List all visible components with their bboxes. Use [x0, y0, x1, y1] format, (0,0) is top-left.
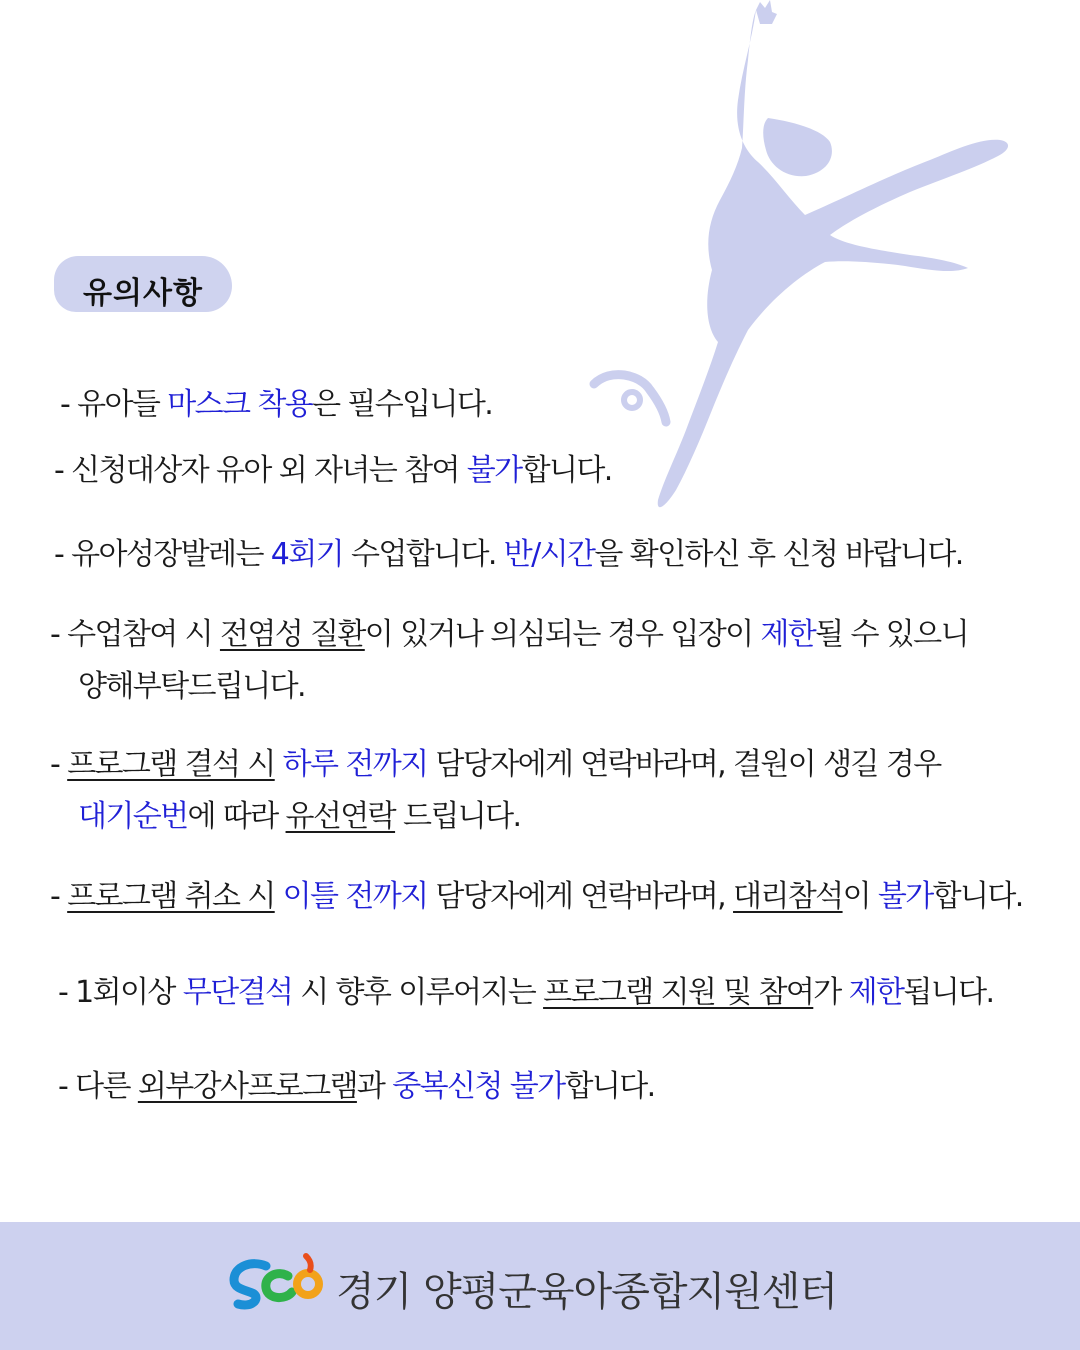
notice-item [50, 616, 968, 654]
notice-text: 을 확인하신 후 신청 바랍니다. [594, 537, 963, 572]
notice-item [54, 536, 963, 574]
notice-text: 이 있거나 의심되는 경우 입장이 [364, 617, 761, 652]
highlighted-text: 불가 [877, 879, 933, 914]
notice-item [58, 1068, 655, 1106]
notice-text: - 유아들 [60, 387, 168, 422]
notice-text: - 다른 [58, 1069, 138, 1104]
notice-item-continuation [78, 668, 305, 706]
notice-text: 시 향후 이루어지는 [292, 975, 544, 1010]
notice-item [58, 974, 993, 1012]
notice-text: 합니다. [932, 879, 1023, 914]
notice-text: 담당자에게 연락바라며, [427, 879, 734, 914]
notice-badge-label: 유의사항 [83, 276, 203, 311]
footer-bar [0, 1222, 1080, 1350]
notice-text: 양해부탁드립니다. [78, 669, 305, 704]
notice-text: 합니다. [564, 1069, 655, 1104]
highlighted-text: 무단결석 [182, 975, 293, 1010]
notice-text: 이 [842, 879, 878, 914]
notice-item [50, 746, 941, 784]
notice-item [50, 878, 1023, 916]
highlighted-text: 제한 [848, 975, 904, 1010]
notice-text: - [50, 747, 68, 782]
notice-text: 에 따라 [187, 799, 286, 834]
highlighted-text: 하루 전까지 [282, 747, 428, 782]
notice-text: - 신청대상자 유아 외 자녀는 참여 [54, 453, 467, 488]
highlighted-text: 대기순번 [78, 799, 188, 834]
notice-text: 합니다. [521, 453, 612, 488]
notice-text: 수업합니다. [343, 537, 504, 572]
highlighted-text: 마스크 착용 [167, 387, 313, 422]
notice-text: - 1회이상 [58, 975, 183, 1010]
notice-item [60, 386, 492, 424]
underlined-text: 프로그램 취소 시 [67, 879, 275, 914]
underlined-text: 프로그램 지원 및 참여 [543, 975, 814, 1010]
highlighted-text: 4회기 [270, 537, 344, 572]
notice-text: 담당자에게 연락바라며, 결원이 생길 경우 [427, 747, 941, 782]
notice-item [54, 452, 612, 490]
highlighted-text: 중복신청 불가 [392, 1069, 565, 1104]
underlined-text: 유선연락 [285, 799, 396, 834]
highlighted-text: 제한 [760, 617, 816, 652]
highlighted-text: 불가 [466, 453, 522, 488]
notice-text [275, 747, 283, 782]
organization-name: 경기 양평군육아종합지원센터 [336, 1269, 838, 1315]
highlighted-text: 반/시간 [503, 537, 595, 572]
underlined-text: 대리참석 [733, 879, 843, 914]
notice-item-continuation [78, 798, 520, 836]
notice-text: 드립니다. [395, 799, 521, 834]
notice-text [275, 879, 283, 914]
underlined-text: 외부강사프로그램 [137, 1069, 357, 1104]
notice-text: 은 필수입니다. [312, 387, 493, 422]
notice-text: 과 [356, 1069, 393, 1104]
highlighted-text: 이틀 전까지 [282, 879, 428, 914]
notice-text: 됩니다. [903, 975, 994, 1010]
notice-badge [54, 256, 232, 312]
notice-text: 가 [813, 975, 849, 1010]
underlined-text: 프로그램 결석 시 [67, 747, 275, 782]
underlined-text: 전염성 질환 [219, 617, 365, 652]
notice-text: - [50, 879, 68, 914]
center-logo-icon [226, 1252, 326, 1312]
notice-text: 될 수 있으니 [815, 617, 968, 652]
notice-text: - 유아성장발레는 [54, 537, 271, 572]
notice-text: - 수업참여 시 [50, 617, 220, 652]
